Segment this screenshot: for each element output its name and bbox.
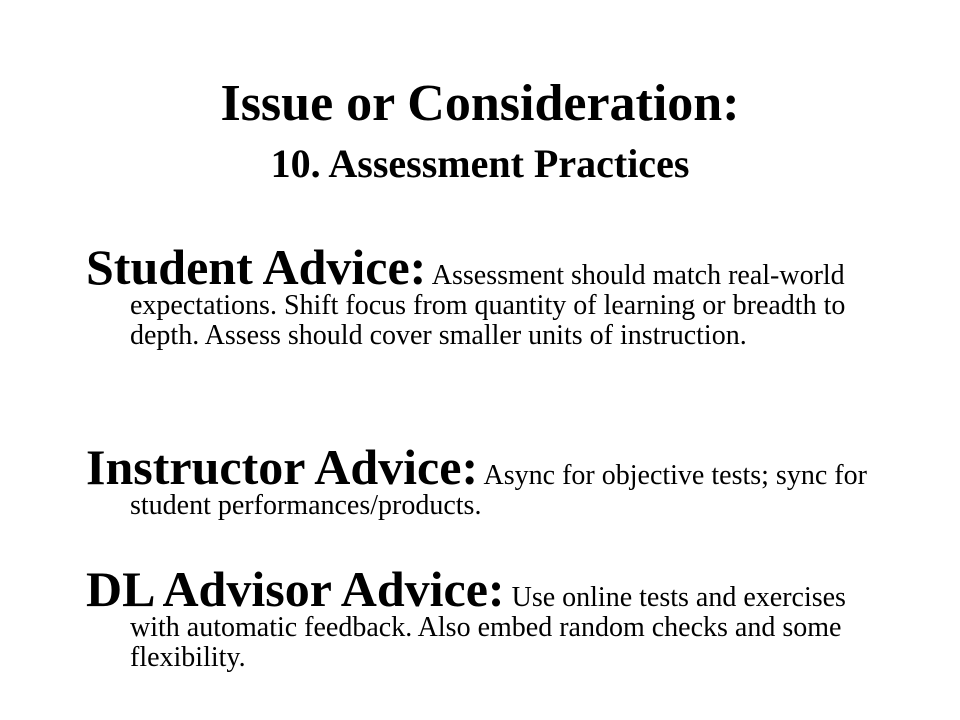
instructor-advice-text: Async for objective tests; sync for student performances/products. — [130, 460, 867, 521]
student-advice — [86, 239, 886, 351]
dl-advisor-advice — [86, 561, 886, 673]
dl-advisor-advice-text: Use online tests and exercises with automatic feedback. Also embed random checks and some flexibility. — [130, 582, 846, 673]
instructor-advice — [86, 439, 886, 521]
dl-advisor-advice-label: DL Advisor Advice: — [86, 561, 505, 617]
title-block — [0, 74, 960, 188]
slide-title: Issue or Consideration: — [220, 75, 740, 132]
slide-subtitle: 10. Assessment Practices — [270, 141, 690, 186]
instructor-advice-label: Instructor Advice: — [86, 439, 479, 495]
student-advice-text: Assessment should match real-world expectations. Shift focus from quantity of learning or breadth to depth. Assess should cover smaller units of instruction. — [130, 260, 846, 351]
student-advice-label: Student Advice: — [86, 239, 427, 295]
